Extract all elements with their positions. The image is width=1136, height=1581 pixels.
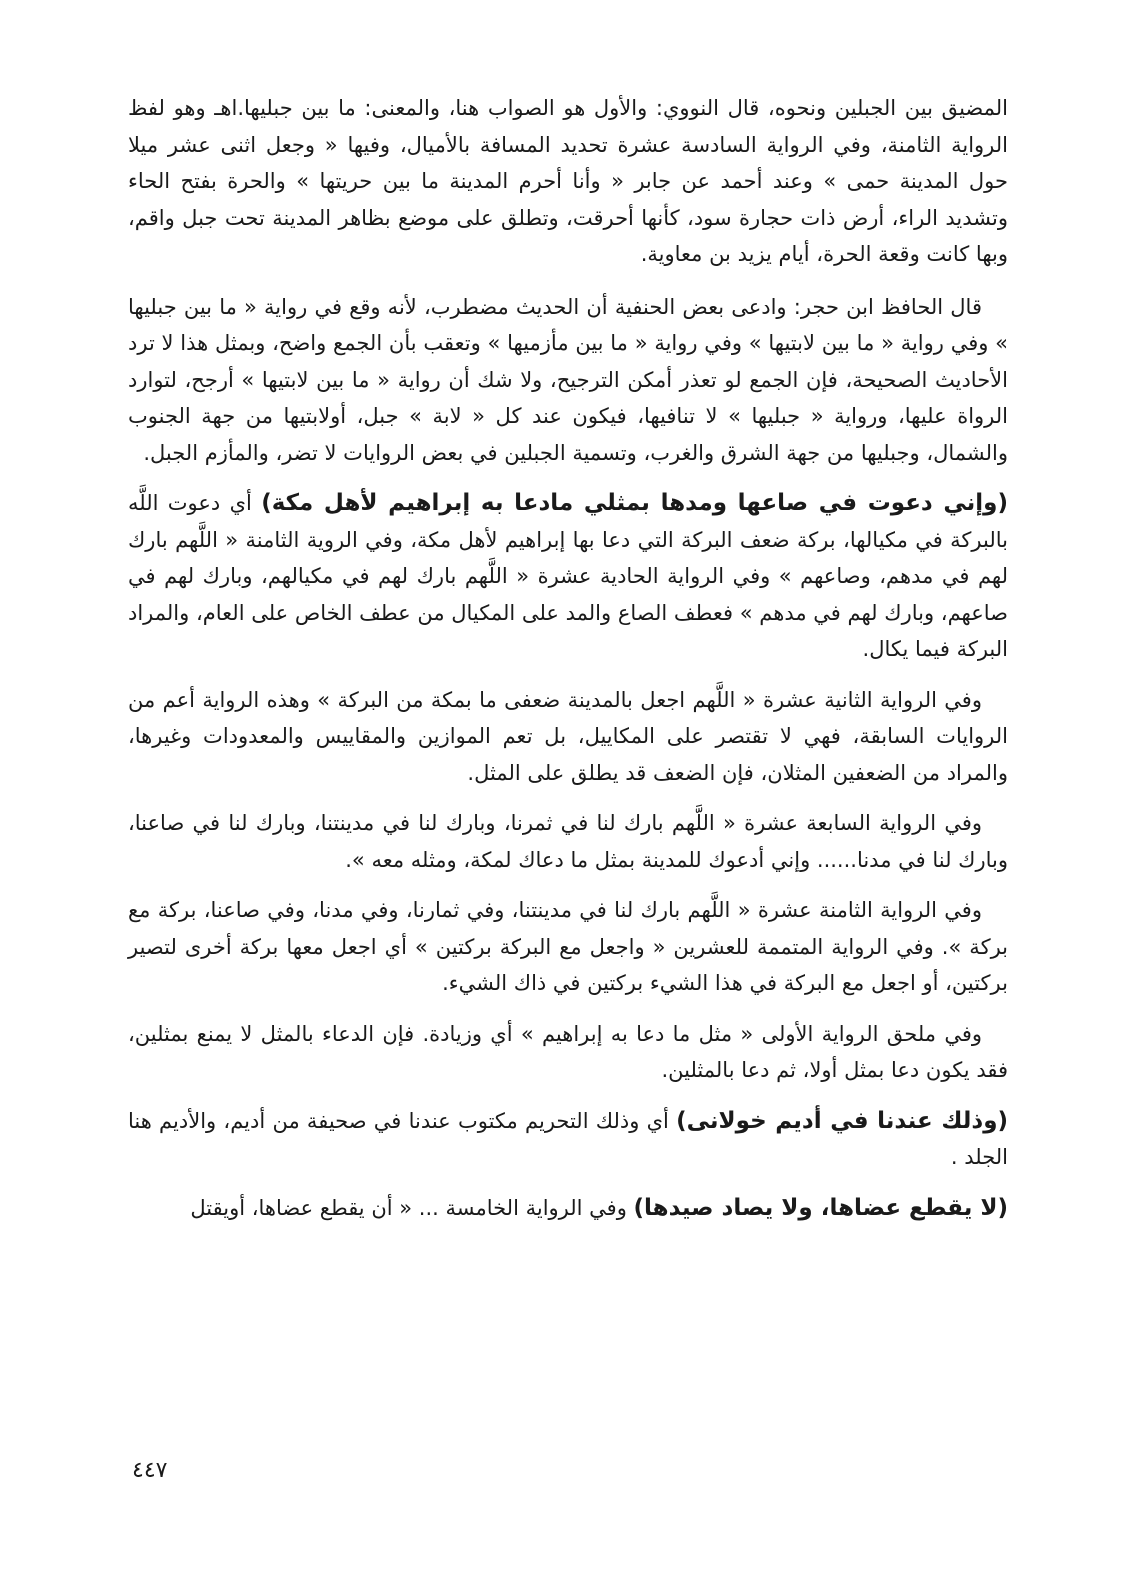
paragraph-1 xyxy=(128,90,1008,273)
paragraph-text: المضيق بين الجبلين ونحوه، قال النووي: والأول هو الصواب هنا، والمعنى: ما بين جبليها.اهـ وهو لفظ الرواية الثامنة، وفي الرواية السادسة عشرة تحديد المسافة بالأميال، وفيها « وجعل اثنى عشر ميلا حول المدينة حمى » وعند أحمد عن جابر « وأنا أحرم المدينة ما بين حريتها » والحرة بفتح الحاء وتشديد الراء، أرض ذات حجارة سود، كأنها أحرقت، وتطلق على موضع بظاهر المدينة تحت جبل واقم، وبها كانت وقعة الحرة، أيام يزيد بن معاوية. xyxy=(128,96,1008,266)
page-number: ٤٤٧ xyxy=(132,1458,168,1483)
paragraph-text: قال الحافظ ابن حجر: وادعى بعض الحنفية أن الحديث مضطرب، لأنه وقع في رواية « ما بين جبليها » وفي رواية « ما بين لابتيها » وفي رواية « ما بين مأزميها » وتعقب بأن الجمع واضح، وبمثل هذا لا ترد الأحاديث الصحيحة، فإن الجمع لو تعذر أمكن الترجيح، ولا شك أن رواية « ما بين لابتيها » أرجح، لتوارد الرواة عليها، ورواية « جبليها » لا تنافيها، فيكون عند كل « لابة » جبل، أولابتيها من جهة الجنوب والشمال، وجبليها من جهة الشرق والغرب، وتسمية الجبلين في بعض الروايات لا تضر، والمأزم الجبل. xyxy=(128,294,1008,465)
paragraph-text: وفي الرواية السابعة عشرة « اللَّهم بارك لنا في ثمرنا، وبارك لنا في مدينتنا، وبارك لنا في صاعنا، وبارك لنا في مدنا...... وإني أدعوك للمدينة بمثل ما دعاك لمكة، ومثله معه ». xyxy=(128,811,1008,872)
paragraph-5 xyxy=(128,805,1008,878)
paragraph-3 xyxy=(128,485,1008,668)
paragraph-8 xyxy=(128,1103,1008,1176)
hadith-lemma: (وإني دعوت في صاعها ومدها بمثلي مادعا به إبراهيم لأهل مكة) xyxy=(261,490,1008,516)
hadith-lemma: (لا يقطع عضاها، ولا يصاد صيدها) xyxy=(633,1194,1008,1221)
paragraph-text: وفي الرواية الثانية عشرة « اللَّهم اجعل بالمدينة ضعفى ما بمكة من البركة » وهذه الرواية أعم من الروايات السابقة، فهي لا تقتصر على المكاييل، بل تعم الموازين والمقاييس والمعدودات وغيرها، والمراد من الضعفين المثلان، فإن الضعف قد يطلق على المثل. xyxy=(128,687,1008,785)
paragraph-text: وفي ملحق الرواية الأولى « مثل ما دعا به إبراهيم » أي وزيادة. فإن الدعاء بالمثل لا يمنع بمثلين، فقد يكون دعا بمثل أولا، ثم دعا بالمثلين. xyxy=(128,1021,1008,1082)
body-text xyxy=(128,90,1008,1240)
paragraph-text: وفي الرواية الثامنة عشرة « اللَّهم بارك لنا في مدينتنا، وفي ثمارنا، وفي مدنا، وفي صاعنا، بركة مع بركة ». وفي الرواية المتممة للعشرين « واجعل مع البركة بركتين » أي اجعل معها بركة أخرى لتصير بركتين، أو اجعل مع البركة في هذا الشيء بركتين في ذاك الشيء. xyxy=(128,898,1008,995)
paragraph-text: أي دعوت اللَّه بالبركة في مكيالها، بركة ضعف البركة التي دعا بها إبراهيم لأهل مكة، وفي الروية الثامنة « اللَّهم بارك لهم في مدهم، وصاعهم » وفي الرواية الحادية عشرة « اللَّهم بارك لهم في مكيالهم، وبارك لهم في صاعهم، وبارك لهم في مدهم » فعطف الصاع والمد على المكيال من عطف الخاص على العام، والمراد البركة فيما يكال. xyxy=(128,491,1008,661)
paragraph-4 xyxy=(128,682,1008,792)
paragraph-7 xyxy=(128,1016,1008,1089)
paragraph-2 xyxy=(128,289,1008,472)
paragraph-text: أي وذلك التحريم مكتوب عندنا في صحيفة من أديم، والأديم هنا الجلد . xyxy=(128,1108,1008,1169)
paragraph-text: وفي الرواية الخامسة ... « أن يقطع عضاها، أويقتل xyxy=(190,1195,634,1220)
hadith-lemma: (وذلك عندنا في أديم خولانى) xyxy=(676,1107,1009,1134)
paragraph-9 xyxy=(128,1190,1008,1227)
paragraph-6 xyxy=(128,892,1008,1002)
